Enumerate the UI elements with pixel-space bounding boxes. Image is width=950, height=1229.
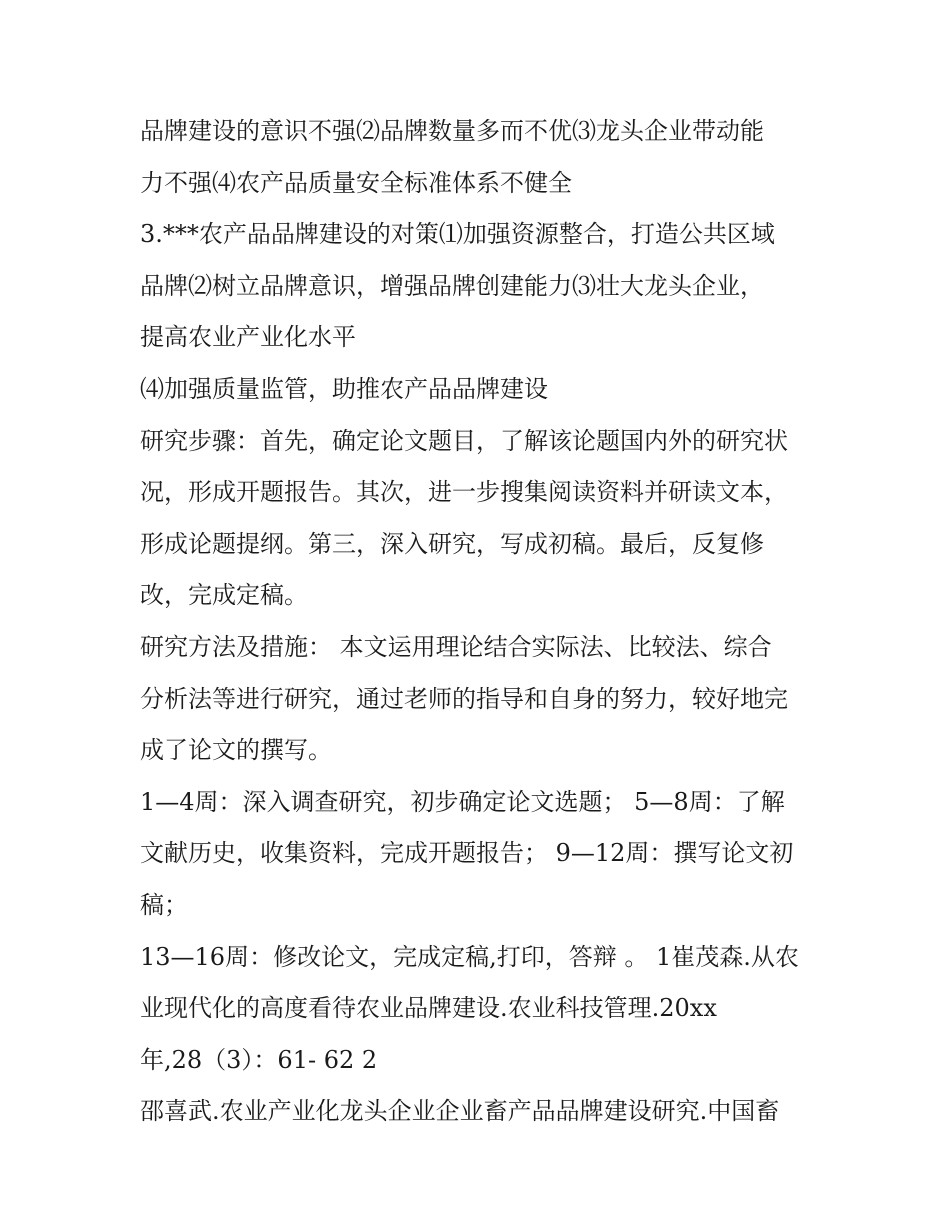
text-line: 13—16周：修改论文，完成定稿,打印，答辩 。 1崔茂森.从农: [140, 942, 799, 971]
text-line: 年,28（3）：61- 62 2: [140, 1045, 378, 1074]
text-line: 形成论题提纲。第三，深入研究，写成初稿。最后，反复修: [140, 529, 764, 558]
text-line: 分析法等进行研究，通过老师的指导和自身的努力，较好地完: [140, 684, 788, 713]
text-line: 1—4周：深入调查研究，初步确定论文选题； 5—8周：了解: [140, 787, 785, 816]
text-line: 况，形成开题报告。其次，进一步搜集阅读资料并研读文本，: [140, 478, 788, 507]
text-line: ⑷加强质量监管，助推农产品品牌建设: [140, 374, 548, 403]
text-line: 品牌建设的意识不强⑵品牌数量多而不优⑶龙头企业带动能: [140, 117, 764, 145]
text-line: 3.***农产品品牌建设的对策⑴加强资源整合，打造公共区域: [140, 220, 775, 249]
document-body: [140, 106, 820, 1138]
text-line: 提高农业产业化水平: [140, 323, 356, 352]
text-line: 研究步骤：首先，确定论文题目，了解该论题国内外的研究状: [140, 426, 788, 455]
text-line: 改，完成定稿。: [140, 581, 308, 610]
text-line: 研究方法及措施： 本文运用理论结合实际法、比较法、综合: [140, 632, 772, 661]
text-line: 业现代化的高度看待农业品牌建设.农业科技管理.20xx: [140, 994, 717, 1023]
text-line: 成了论文的撰写。: [140, 736, 332, 765]
text-line: 品牌⑵树立品牌意识，增强品牌创建能力⑶壮大龙头企业，: [140, 271, 764, 300]
text-line: 文献历史，收集资料，完成开题报告； 9—12周：撰写论文初: [140, 839, 794, 868]
text-line: 邵喜武.农业产业化龙头企业企业畜产品品牌建设研究.中国畜: [140, 1097, 780, 1126]
text-line: 稿；: [140, 890, 188, 919]
text-line: 力不强⑷农产品质量安全标准体系不健全: [140, 168, 572, 197]
